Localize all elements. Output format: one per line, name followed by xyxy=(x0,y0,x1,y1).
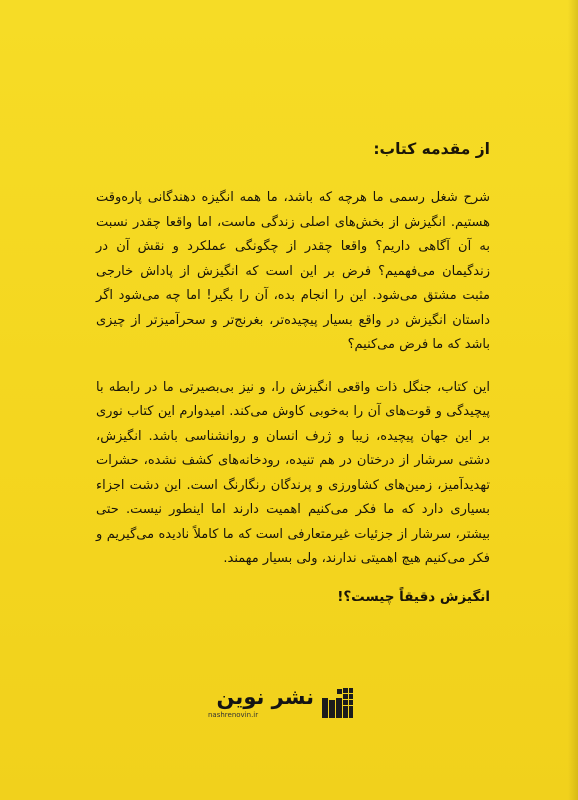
publisher-url: nashrenovin.ir xyxy=(208,711,259,719)
cover-blurb xyxy=(96,138,490,608)
cover-edge-shadow xyxy=(568,0,578,800)
closing-question: انگیزش دقیقاً چیست؟! xyxy=(337,588,490,605)
publisher-logo xyxy=(206,684,354,724)
book-grid-logo-icon xyxy=(320,686,354,720)
publisher-name: نشر نوین xyxy=(216,685,314,709)
intro-paragraph-1: شرح شغل رسمی ما هرچه که باشد، ما همه انگیزه دهندگانی پاره‌وقت هستیم. انگیزش از بخش‌های اصلی زندگی ماست، اما واقعا چقدر نسبت به آن آگاهی داریم؟ واقعا چقدر از چگونگی عملکرد و نقش آن در زندگیمان می‌فهمیم؟ فرض بر این است که انگیزش از پاداش خارجی مثبت مشتق می‌شود. این را انجام بده، آن را بگیر! اما چه می‌شود اگر داستان انگیزش در واقع بسیار پیچیده‌تر، بغرنج‌تر و سحرآمیزتر از چیزی باشد که ما فرض می‌کنیم؟ xyxy=(96,190,490,352)
intro-heading: از مقدمه کتاب: xyxy=(373,140,490,158)
intro-paragraph-2: این کتاب، جنگل ذات واقعی انگیزش را، و نیز بی‌بصیرتی ما در رابطه با پیچیدگی و قوت‌های آن را به‌خوبی کاوش می‌کند. امیدوارم این کتاب نوری بر این جهان پیچیده، زیبا و ژرف انسان و روانشناسی باشد. انگیزش، دشتی سرشار از درختان در هم تنیده، رودخانه‌های کشف نشده، حشرات تهدیدآمیز، زمین‌های کشاورزی و پرندگان رنگارنگ است. این دشت اجزاء بسیاری دارد که ما فکر می‌کنیم اهمیت دارند اما اینطور نیست. حتی بیشتر، سرشار از جزئیات غیرمتعارفی است که ما کاملاً نادیده می‌گیریم و فکر می‌کنیم هیچ اهمیتی ندارند، ولی بسیار مهمند. xyxy=(96,379,490,566)
